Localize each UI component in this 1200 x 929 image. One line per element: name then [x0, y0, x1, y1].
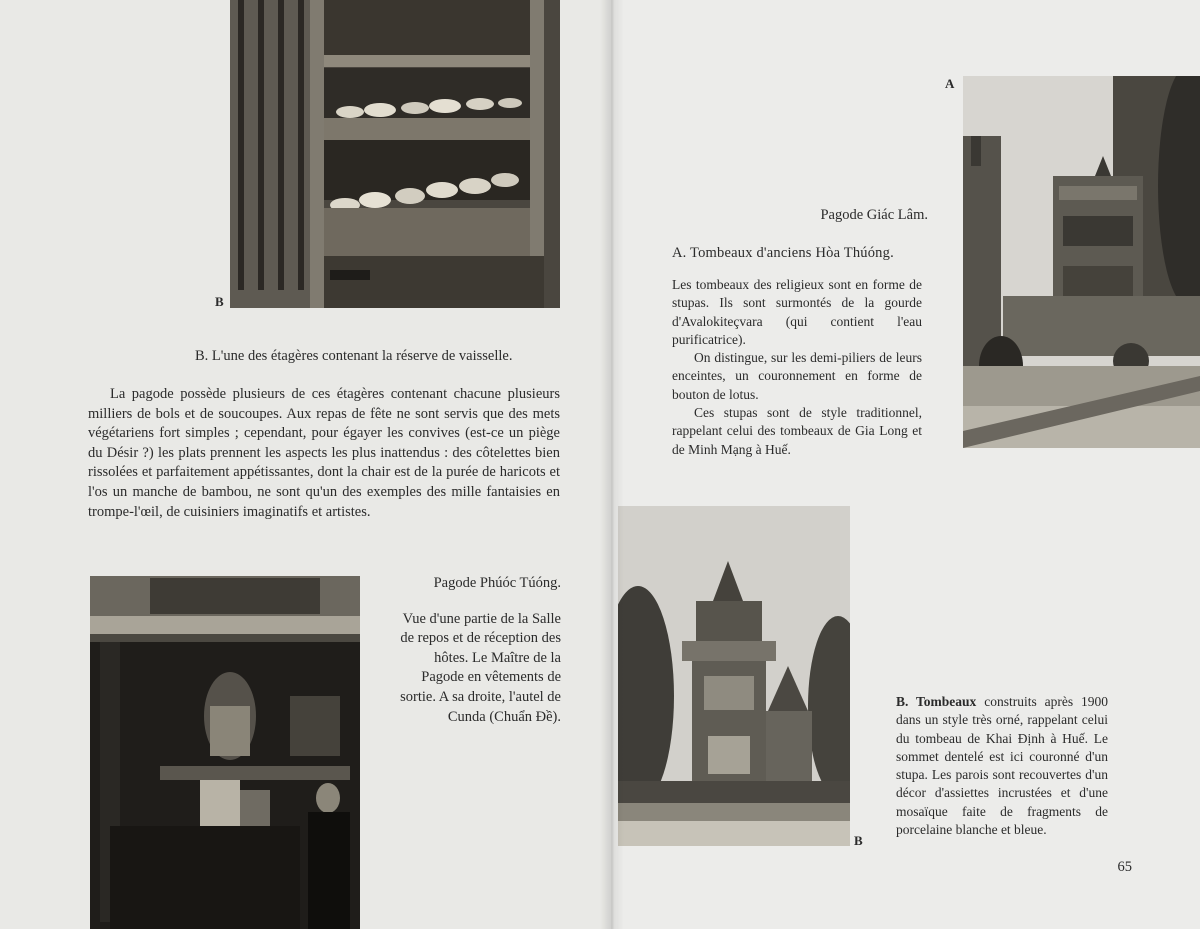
plate-letter-b-right: B: [854, 833, 863, 848]
caption-a-paragraph-2: On distingue, sur les demi-piliers de leurs enceintes, un couronnement en forme de bouton de lotus.: [672, 350, 922, 402]
caption-b-text: construits après 1900 dans un style très orné, rappelant celui du tombeau de Khai Định à Huế. Le sommet dentelé est ici couronné d'un stupa. Les parois sont recouvertes d'un décor d'assiettes incrustées et d'une mosaïque faite de fragments de porcelaine blanche et bleue.: [896, 694, 1109, 838]
plate-letter-a: A: [945, 76, 955, 91]
caption-a-paragraph-1: Les tombeaux des religieux sont en forme de stupas. Ils sont surmontés de la gourde d'Avalokiteçvara (qui contient l'eau purificatrice).: [672, 277, 922, 347]
photo-reception-hall: [90, 576, 360, 929]
caption-shelf: B. L'une des étagères contenant la réserve de vaisselle.: [195, 348, 513, 364]
caption-b-body: [896, 693, 1108, 839]
caption-reception-text: Vue d'une partie de la Salle de repos et de réception des hôtes. Le Maître de la Pagode en vêtements de sortie. A sa droite, l'autel de Cunda (Chuẩn Đề).: [400, 610, 561, 725]
caption-a-body: [672, 276, 922, 459]
caption-block-reception: [398, 574, 561, 727]
pagoda-title-phuoc-tuong: Pagode Phúóc Túóng.: [433, 575, 561, 591]
page-number: 65: [1117, 859, 1132, 875]
caption-a-paragraph-3: Ces stupas sont de style traditionnel, rappelant celui des tombeaux de Gia Long et de Minh Mạng à Huế.: [672, 405, 922, 457]
caption-b-lead: B. Tombeaux: [896, 694, 977, 709]
photo-stupa-tombs: [963, 76, 1200, 448]
right-page: [612, 0, 1200, 929]
plate-letter-b-left: B: [215, 294, 224, 309]
pagoda-title-giac-lam: Pagode Giác Lâm.: [820, 207, 928, 223]
book-gutter: [600, 0, 624, 929]
photo-ornate-tombs: [618, 506, 850, 846]
caption-a-title: A. Tombeaux d'anciens Hòa Thúóng.: [672, 245, 894, 261]
photo-shelf-dishes: [230, 0, 560, 308]
body-paragraph: La pagode possède plusieurs de ces étagères contenant chacune plusieurs milliers de bols et de soucoupes. Aux repas de fête ne sont servis que des mets végétariens fort simples ; cependant, pour égayer les convives (est-ce un piège du Désir ?) les plats prennent les aspects les plus inattendus : des côtelettes bien rissolées et parfaitement appétissantes, dont la chair est de la purée de haricots et l'os un manche de bambou, ne sont qu'un des exemples des mille fantaisies en trompe-l'œil, de cuisiniers imaginatifs et artistes.: [88, 386, 560, 520]
